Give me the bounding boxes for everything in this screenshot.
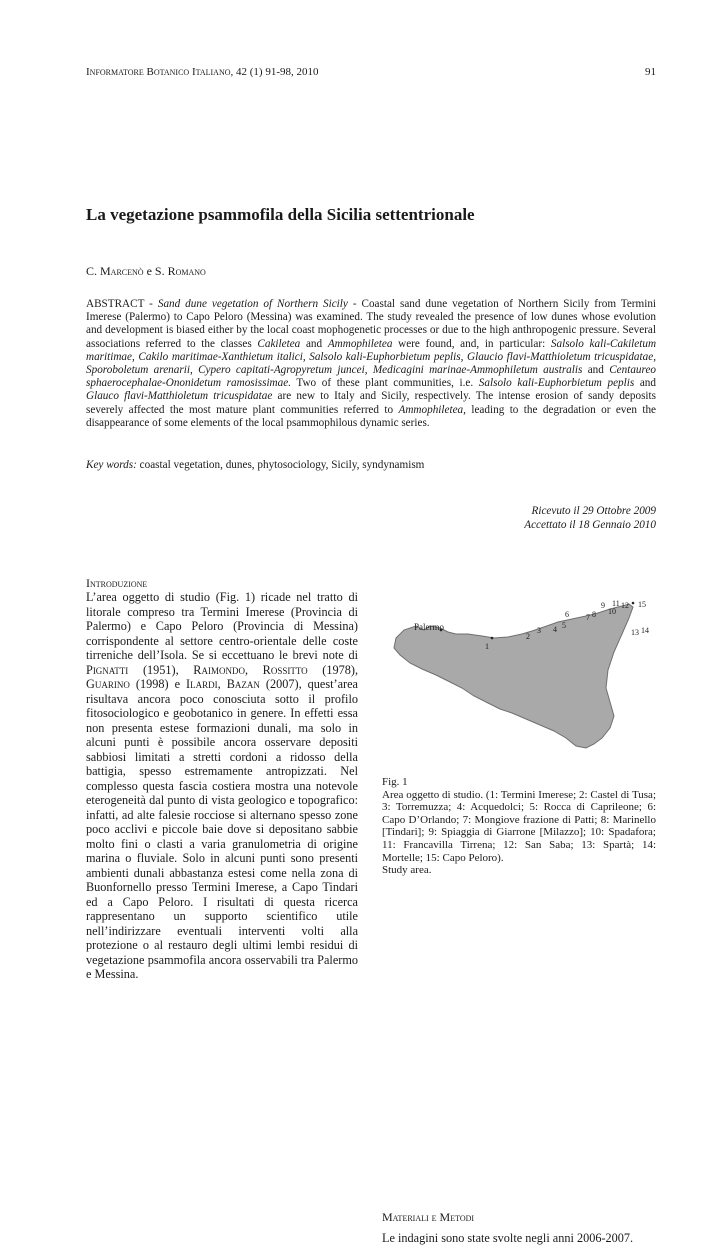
abstract-text: and [587,364,604,377]
methods-heading: Materiali e Metodi [382,1210,475,1224]
site-1-label: 1 [485,642,489,651]
intro-text: (1998) e [135,677,181,691]
site-14-label: 14 [641,626,649,635]
abstract-association: Salsolo kali-Euphorbietum peplis [478,377,635,390]
methods-text: Le indagini sono state svolte negli anni 2006-2007. [382,1231,634,1245]
abstract-text: were found, and, in particular: [398,337,546,350]
site-11-label: 11 [612,599,620,608]
intro-citation: Guarino [86,677,130,691]
intro-citation: Pignatti [86,662,129,677]
keywords-label: Key words: [86,459,137,471]
journal-volume: 42 [236,66,248,78]
keywords [86,459,656,471]
site-15-label: 15 [638,600,646,609]
intro-heading: Introduzione [86,576,148,590]
abstract-associations: Centaureo sphaerocephalae-Ononidetum ramosissimae. [86,364,657,390]
intro-citation: Raimondo, Rossitto [193,662,308,677]
abstract-class: Ammophiletea, [398,403,466,416]
site-15-marker [632,602,635,605]
abstract-associations: Salsolo kali-Cakiletum maritimae, Cakilo maritimae-Xanthietum italici, Salsolo kali-Euphorbietum peplis, Glaucio flavi-Matthioletum tricuspidatae, Sporoboletum arenarii, Cypero capitati-Agropyretum juncei, Medicagini marinae-Ammophiletum australis [86,337,657,377]
abstract [86,298,656,430]
intro-text: (1978), [322,662,359,677]
author-2: S. Romano [154,264,206,278]
site-12-label: 12 [621,601,629,610]
figure-caption-text: Area oggetto di studio. (1: Termini Imerese; 2: Castel di Tusa; 3: Torremuzza; 4: Acquedolci; 5: Rocca di Caprileone; 6: Capo D’Orlando; 7: Mongiove frazione di Patti; 8: Marinello [Tindari]; 9: Spiaggia di Giarrone [Milazzo]; 10: Spadafora; 11: Francavilla Tirrena; 12: San Saba; 13: Spartà; 14: Mortelle; 15: Capo Peloro). [382,788,656,864]
site-6-label: 6 [565,610,569,619]
site-13-label: 13 [631,628,639,637]
received-dates [524,505,656,532]
abstract-text: are new to Italy and Sicily, respectively. The intense erosion of sandy deposits severely affected the most mature plant communities referred to [86,390,656,416]
site-2-label: 2 [526,632,530,641]
palermo-label: Palermo [414,622,444,632]
figure-caption-english: Study area. [382,864,432,877]
site-5-label: 5 [562,621,566,630]
running-header [86,66,656,78]
abstract-text: and [639,377,656,390]
site-8-label: 8 [592,610,596,619]
site-4-label: 4 [553,625,557,634]
site-9-label: 9 [601,601,605,610]
article-title: La vegetazione psammofila della Sicilia settentrionale [86,205,475,224]
authors [86,264,206,279]
journal-name: Informatore Botanico Italiano, [86,66,234,78]
author-1: C. Marcenò [86,264,144,278]
accepted-date: Accettato il 18 Gennaio 2010 [524,518,656,531]
author-joiner: e [146,264,152,278]
abstract-text: leading to the degradation or even the disappearance of some elements of the local psammophilous dynamic series. [86,403,657,429]
figure-caption [382,776,656,877]
sicily-map [382,592,672,762]
intro-text: (2007), quest’area risultava ancora poco conosciuta sotto il profilo fitosociologico e geobotanico in genere. In effetti essa non presenta estese formazioni dunali, ma solo in alcuni punti è possibile ancora osservare depositi sabbiosi limitati a stretti cordoni a ridosso della battigia, spesso estremamente antropizzati. Nel complesso questa fascia costiera mostra una notevole eterogeneità dal punto di vista geologico e topografico: infatti, ad alte falesie rocciose si alternano spesso zone poco acclivi e piccole baie dove si depositano sabbie molto fini o clasti a varia granulometria di origine marina o fluviale. Solo in alcuni punti sono presenti ambienti dunali abbastanza estesi come nella zona di Buonfornello presso Termini Imerese, a Capo Tindari ed a Capo Peloro. I risultati di questa ricerca rappresentano un supporto scientifico utile nell’indirizzare eventuali interventi volti alla protezione o al restauro degli ultimi lembi residui di vegetazione psammofila ancora osservabili tra Palermo e Messina. [86,677,358,981]
abstract-label: ABSTRACT - [86,298,153,310]
abstract-text: Two of these plant communities, i.e. [296,377,474,390]
abstract-association: Glauco flavi-Matthioletum tricuspidatae [86,390,273,403]
site-1-marker [491,637,494,640]
page-number: 91 [645,66,656,78]
intro-text: L’area oggetto di studio (Fig. 1) ricade nel tratto di litorale compreso tra Termini Imerese (Provincia di Palermo) e Capo Peloro (Provincia di Messina) corrispondente al settore centro-orientale delle coste tirreniche dell’Isola. Se si eccettuano le brevi note di [86,590,358,662]
figure-label: Fig. 1 [382,776,408,788]
abstract-class: Ammophiletea [327,337,393,350]
abstract-text: - Coastal sand dune vegetation of Northern Sicily from Termini Imerese (Palermo) to Capo Peloro (Messina) was examined. The study revealed the presence of low dunes whose evolution and development is biased either by the local coast mophogenetic processes or due to the high anthropogenic pressure. Several associations referred to the classes [86,298,657,350]
site-10-label: 10 [608,607,616,616]
received-date: Ricevuto il 29 Ottobre 2009 [531,505,656,517]
site-7-label: 7 [586,613,590,622]
intro-text: (1951), [142,662,179,677]
journal-issue-pages: (1) 91-98, 2010 [249,66,319,78]
keywords-text: coastal vegetation, dunes, phytosociology, Sicily, syndynamism [139,459,425,471]
intro-body [86,590,358,982]
intro-citation: Ilardi, Bazan [186,677,260,691]
abstract-class: Cakiletea [257,337,301,350]
abstract-text: and [305,337,323,350]
abstract-subtitle: Sand dune vegetation of Northern Sicily [157,298,348,310]
site-3-label: 3 [537,626,541,635]
